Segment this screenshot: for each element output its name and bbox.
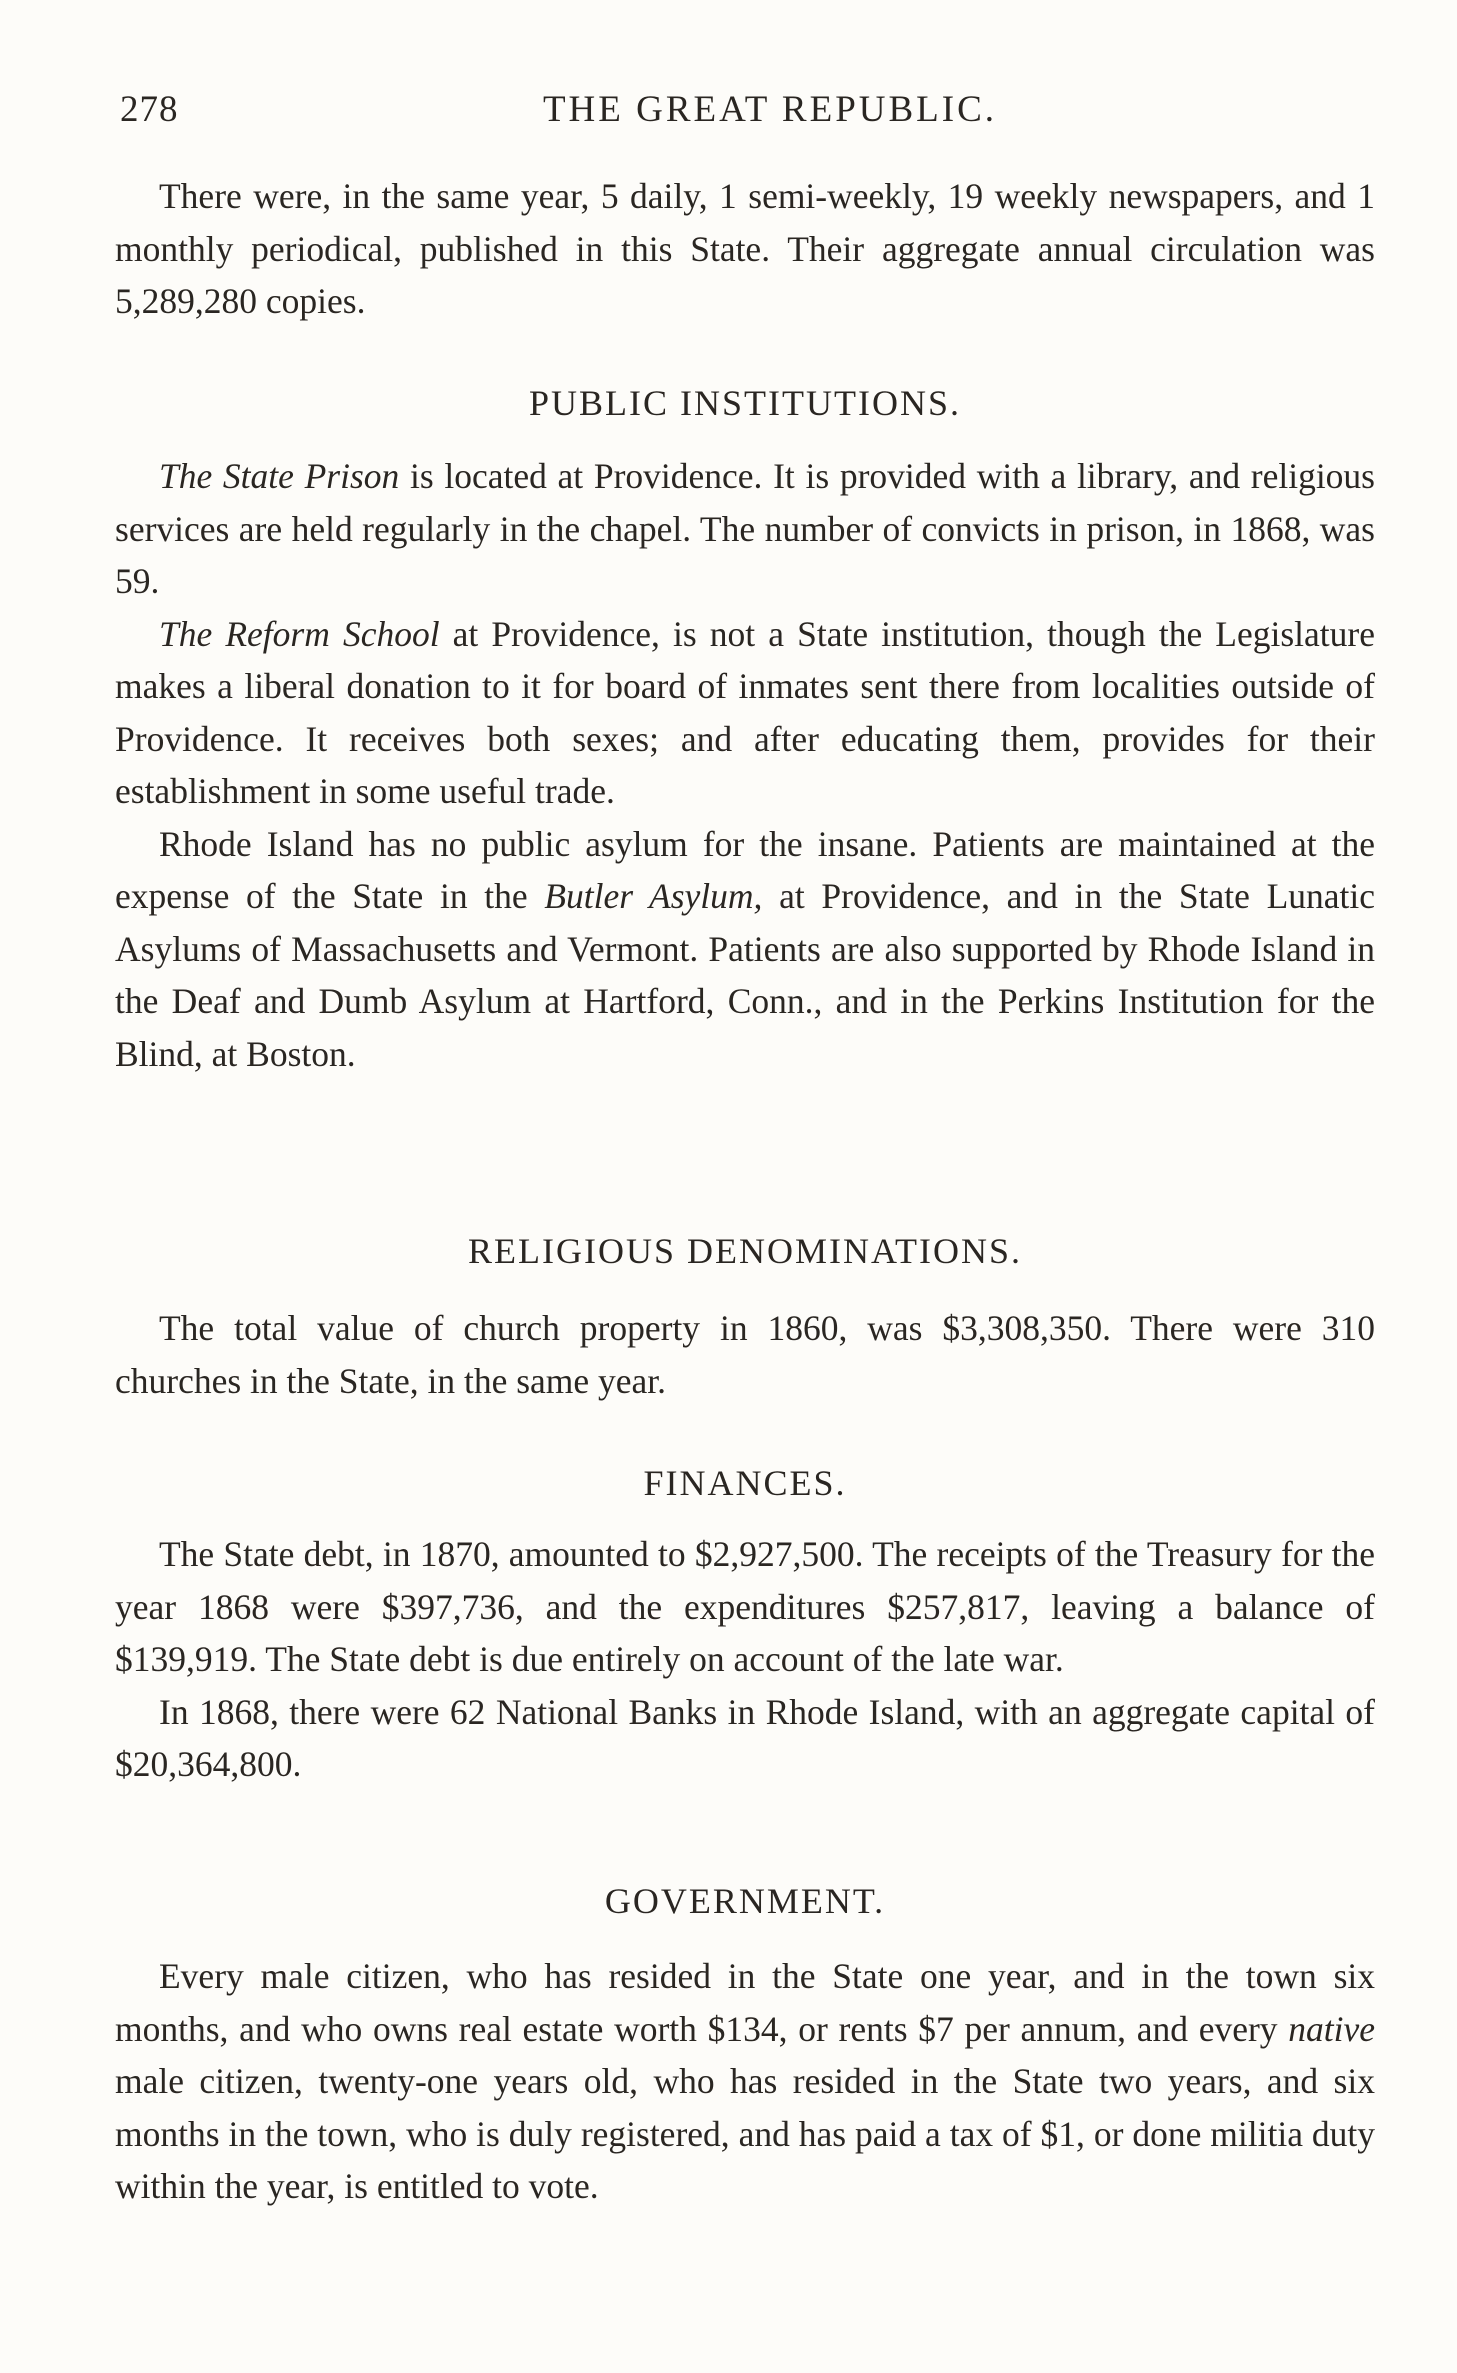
state-prison-term: The State Prison <box>159 456 400 496</box>
state-prison-paragraph <box>115 450 1375 608</box>
asylum-paragraph <box>115 818 1375 1081</box>
voting-paragraph <box>115 1950 1375 2213</box>
native-term: native <box>1288 2008 1375 2049</box>
butler-asylum-term: Butler Asylum, <box>544 876 763 916</box>
government-heading: GOVERNMENT. <box>604 1881 886 1921</box>
finances-section <box>115 1528 1375 1791</box>
church-property-paragraph: The total value of church property in 1860, was $3,308,350. There were 310 churches in the State, in the same year. <box>115 1308 1375 1401</box>
voting-text-after: male citizen, twenty-one years old, who has resided in the State two years, and six months in the town, who is duly registered, and has paid a tax of $1, or done militia duty within the year, is entitled to vote. <box>115 2061 1375 2206</box>
state-debt-paragraph: The State debt, in 1870, amounted to $2,927,500. The receipts of the Treasury for the year 1868 were $397,736, and the expenditures $257,817, leaving a balance of $139,919. The State debt is due entirely on account of the late war. <box>115 1534 1375 1679</box>
voting-text-before: Every male citizen, who has resided in the State one year, and in the town six months, and who owns real estate worth $134, or rents $7 per annum, and every <box>115 1956 1375 2049</box>
state-prison-text: is located at Providence. It is provided with a library, and religious services are held regularly in the chapel. The number of convicts in prison, in 1868, was 59. <box>115 456 1375 601</box>
asylum-text-after: at Providence, and in the State Lunatic Asylums of Massachusetts and Vermont. Patients are also supported by Rhode Island in the Deaf and Dumb Asylum at Hartford, Conn., and in the Perkins Institution for the Blind, at Boston. <box>115 876 1375 1074</box>
reform-school-term: The Reform School <box>159 613 440 654</box>
national-banks-paragraph: In 1868, there were 62 National Banks in Rhode Island, with an aggregate capital of $20,364,800. <box>115 1691 1375 1784</box>
public-institutions-section <box>115 450 1375 1080</box>
page-number: 278 <box>120 89 179 130</box>
running-head <box>110 88 1380 138</box>
asylum-text-before: Rhode Island has no public asylum for the insane. Patients are maintained at the expense of the State in the <box>115 823 1375 916</box>
finances-heading: FINANCES. <box>643 1463 847 1503</box>
religious-denominations-section <box>115 1302 1375 1407</box>
reform-school-text: at Providence, is not a State institution, though the Legislature makes a liberal donation to it for board of inmates sent there from localities outside of Providence. It receives both sexes; and after educating them, provides for their establishment in some useful trade. <box>115 613 1375 811</box>
newspapers-section <box>115 170 1375 328</box>
reform-school-paragraph <box>115 608 1375 818</box>
government-section <box>115 1950 1375 2213</box>
running-title: THE GREAT REPUBLIC. <box>542 89 998 130</box>
public-institutions-heading: PUBLIC INSTITUTIONS. <box>529 383 961 423</box>
newspapers-paragraph: There were, in the same year, 5 daily, 1 semi-weekly, 19 weekly newspapers, and 1 monthly periodical, published in this State. Their aggregate annual circulation was 5,289,280 copies. <box>115 176 1375 321</box>
religious-denominations-heading: RELIGIOUS DENOMINATIONS. <box>468 1231 1022 1271</box>
